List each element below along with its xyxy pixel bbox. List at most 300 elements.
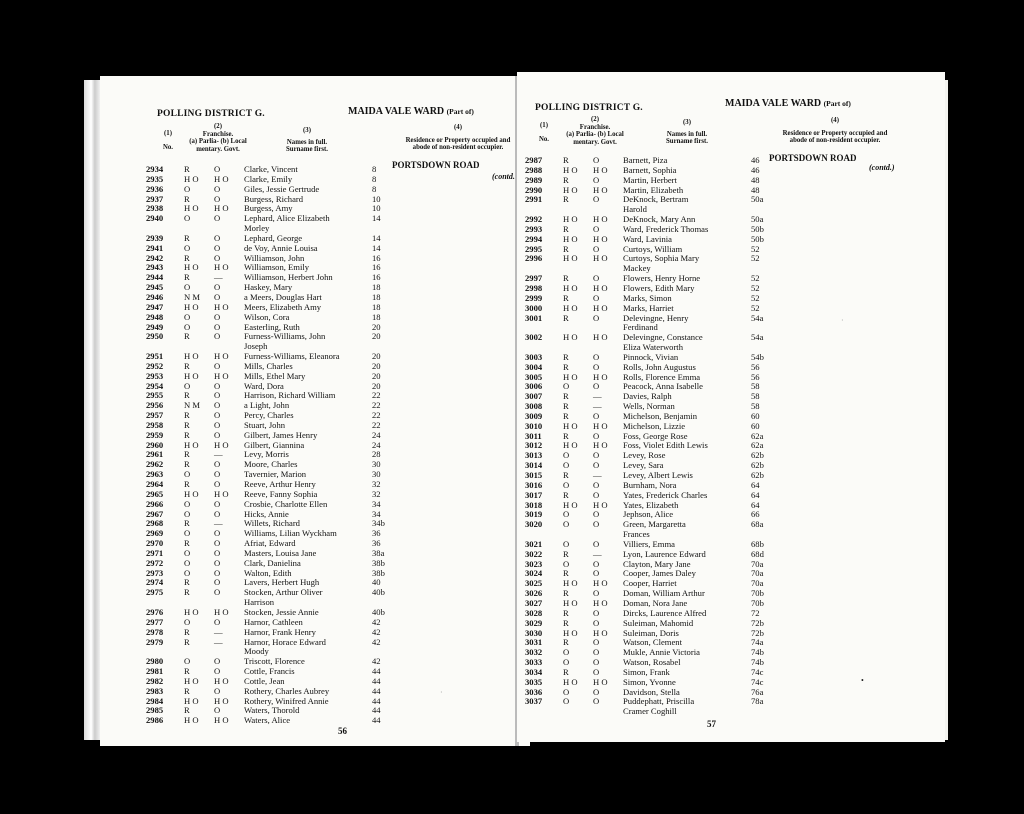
elector-name: Waters, Thorold xyxy=(244,705,300,716)
franchise-local: O xyxy=(593,312,600,323)
elector-number: 2941 xyxy=(146,242,164,253)
franchise-parliamentary: O xyxy=(184,547,191,558)
franchise-local: O xyxy=(214,252,221,263)
elector-name: Foss, Violet Edith Lewis xyxy=(623,440,708,451)
house-number: 18 xyxy=(372,301,381,312)
franchise-local: O xyxy=(214,419,221,430)
house-number: 74c xyxy=(751,676,764,687)
franchise-local: O xyxy=(214,321,221,332)
franchise-parliamentary: H O xyxy=(563,282,578,293)
elector-name: Lyon, Laurence Edward xyxy=(623,548,706,559)
elector-name: Mukle, Annie Victoria xyxy=(623,647,700,658)
franchise-parliamentary: R xyxy=(184,390,190,401)
franchise-local: O xyxy=(214,666,221,677)
house-number: 16 xyxy=(372,262,381,273)
elector-number: 2972 xyxy=(146,557,164,568)
house-number: 52 xyxy=(751,292,760,303)
house-number: 50a xyxy=(751,194,764,205)
franchise-parliamentary: R xyxy=(184,360,190,371)
elector-name: Rolls, Florence Emma xyxy=(623,371,701,382)
house-number: 58 xyxy=(751,381,760,392)
franchise-local: H O xyxy=(593,214,608,225)
elector-name: Crosbie, Charlotte Ellen xyxy=(244,498,328,509)
polling-district-heading: POLLING DISTRICT G. xyxy=(535,103,643,113)
elector-name: Lephard, George xyxy=(244,232,303,243)
elector-name: Burgess, Richard xyxy=(244,193,304,204)
col3-header: (3) Names in full. Surname first. xyxy=(286,127,328,153)
franchise-parliamentary: H O xyxy=(184,695,199,706)
elector-number: 2948 xyxy=(146,311,164,322)
elector-name: Suleiman, Mahomid xyxy=(623,617,694,628)
elector-number: 2960 xyxy=(146,439,164,450)
franchise-local: O xyxy=(593,479,600,490)
house-number: 56 xyxy=(751,371,760,382)
franchise-local: O xyxy=(593,568,600,579)
elector-number: 3008 xyxy=(525,401,543,412)
elector-name: Willets, Richard xyxy=(244,518,300,529)
franchise-local: H O xyxy=(593,440,608,451)
elector-number: 3007 xyxy=(525,391,543,402)
house-number: 20 xyxy=(372,321,381,332)
elector-number: 2975 xyxy=(146,587,164,598)
elector-name: Martin, Herbert xyxy=(623,174,677,185)
franchise-parliamentary: H O xyxy=(184,488,199,499)
elector-name: Moody xyxy=(244,646,269,657)
house-number: 48 xyxy=(751,184,760,195)
elector-number: 2950 xyxy=(146,331,164,342)
page-number: 56 xyxy=(338,726,347,736)
house-number: 24 xyxy=(372,439,381,450)
house-number: 10 xyxy=(372,193,381,204)
franchise-local: O xyxy=(593,273,600,284)
house-number: 20 xyxy=(372,380,381,391)
house-number: 20 xyxy=(372,331,381,342)
elector-name: Mills, Ethel Mary xyxy=(244,370,306,381)
house-number: 34b xyxy=(372,518,385,529)
franchise-parliamentary: H O xyxy=(563,597,578,608)
franchise-parliamentary: R xyxy=(563,489,569,500)
franchise-parliamentary: H O xyxy=(563,627,578,638)
elector-number: 3025 xyxy=(525,578,543,589)
franchise-parliamentary: R xyxy=(184,518,190,529)
franchise-parliamentary: R xyxy=(563,312,569,323)
house-number: 52 xyxy=(751,302,760,313)
house-number: 68d xyxy=(751,548,764,559)
house-number: 40b xyxy=(372,606,385,617)
house-number: 36 xyxy=(372,528,381,539)
elector-name: Walton, Edith xyxy=(244,567,292,578)
elector-name: DeKnock, Mary Ann xyxy=(623,214,696,225)
elector-number: 3018 xyxy=(525,499,543,510)
franchise-parliamentary: H O xyxy=(563,440,578,451)
house-number: 52 xyxy=(751,243,760,254)
elector-name: Easterling, Ruth xyxy=(244,321,300,332)
house-number: 22 xyxy=(372,419,381,430)
franchise-parliamentary: H O xyxy=(563,676,578,687)
house-number: 40 xyxy=(372,577,381,588)
house-number: 14 xyxy=(372,232,381,243)
elector-name: Levy, Morris xyxy=(244,449,289,460)
franchise-parliamentary: O xyxy=(184,469,191,480)
franchise-local: H O xyxy=(593,371,608,382)
franchise-local: O xyxy=(214,587,221,598)
franchise-parliamentary: H O xyxy=(563,499,578,510)
table-row xyxy=(146,332,396,342)
franchise-local: H O xyxy=(593,253,608,264)
elector-name: Yates, Frederick Charles xyxy=(623,489,708,500)
elector-name: Marks, Simon xyxy=(623,292,672,303)
house-number: 52 xyxy=(751,273,760,284)
franchise-local: H O xyxy=(593,578,608,589)
elector-number: 3009 xyxy=(525,410,543,421)
elector-name: Doman, William Arthur xyxy=(623,588,705,599)
elector-name: Yates, Elizabeth xyxy=(623,499,679,510)
franchise-parliamentary: R xyxy=(563,410,569,421)
faint-mark: · xyxy=(841,316,844,325)
continued-label: (contd. xyxy=(492,172,515,181)
house-number: 44 xyxy=(372,685,381,696)
elector-number: 3015 xyxy=(525,470,543,480)
franchise-parliamentary: O xyxy=(184,616,191,627)
franchise-local: O xyxy=(593,607,600,618)
elector-name: Puddephatt, Priscilla xyxy=(623,696,695,707)
house-number: 20 xyxy=(372,370,381,381)
elector-number: 3034 xyxy=(525,666,543,677)
house-number: 64 xyxy=(751,489,760,500)
elector-name: Eliza Waterworth xyxy=(623,342,683,353)
franchise-parliamentary: O xyxy=(184,508,191,519)
franchise-local: O xyxy=(593,509,600,520)
elector-name: Tavernier, Marion xyxy=(244,469,307,480)
elector-name: Foss, George Rose xyxy=(623,430,688,441)
franchise-local: O xyxy=(593,351,600,362)
elector-name: Michelson, Benjamin xyxy=(623,410,697,421)
elector-name: Harrison xyxy=(244,597,275,608)
house-number: 64 xyxy=(751,479,760,490)
house-number: 46 xyxy=(751,155,760,165)
franchise-local: H O xyxy=(214,301,229,312)
elector-name: Levey, Albert Lewis xyxy=(623,470,693,480)
house-number: 56 xyxy=(751,361,760,372)
franchise-local: — xyxy=(593,391,602,402)
elector-name: Mackey xyxy=(623,263,651,274)
franchise-local: H O xyxy=(214,695,229,706)
house-number: 42 xyxy=(372,626,381,637)
elector-number: 2979 xyxy=(146,636,164,647)
house-number: 18 xyxy=(372,311,381,322)
franchise-parliamentary: O xyxy=(563,460,570,471)
house-number: 42 xyxy=(372,636,381,647)
franchise-local: O xyxy=(593,666,600,677)
table-row xyxy=(146,638,396,648)
elector-number: 2958 xyxy=(146,419,164,430)
franchise-parliamentary: R xyxy=(184,164,190,174)
house-number: 58 xyxy=(751,391,760,402)
elector-name: Simon, Yvonne xyxy=(623,676,676,687)
elector-number: 2993 xyxy=(525,223,543,234)
franchise-local: O xyxy=(593,410,600,421)
elector-number: 2998 xyxy=(525,282,543,293)
franchise-local: O xyxy=(214,616,221,627)
franchise-local: H O xyxy=(593,627,608,638)
franchise-local: H O xyxy=(214,606,229,617)
elector-number: 2939 xyxy=(146,232,164,243)
elector-name: Percy, Charles xyxy=(244,410,294,421)
elector-name: de Voy, Annie Louisa xyxy=(244,242,318,253)
street-name: PORTSDOWN ROAD xyxy=(769,153,857,163)
elector-name: Cooper, Harriet xyxy=(623,578,677,589)
franchise-parliamentary: R xyxy=(184,331,190,342)
franchise-parliamentary: O xyxy=(184,656,191,667)
franchise-parliamentary: R xyxy=(184,429,190,440)
elector-number: 2945 xyxy=(146,282,164,293)
franchise-parliamentary: O xyxy=(563,657,570,668)
franchise-local: O xyxy=(214,557,221,568)
elector-number: 2978 xyxy=(146,626,164,637)
elector-number: 2987 xyxy=(525,155,543,165)
franchise-parliamentary: H O xyxy=(563,371,578,382)
house-number: 60 xyxy=(751,420,760,431)
elector-name: Watson, Rosabel xyxy=(623,657,681,668)
franchise-local: O xyxy=(214,400,221,411)
elector-number: 2984 xyxy=(146,695,164,706)
franchise-parliamentary: R xyxy=(563,401,569,412)
elector-name: Burnham, Nora xyxy=(623,479,677,490)
elector-number: 2963 xyxy=(146,469,164,480)
house-number: 44 xyxy=(372,695,381,706)
franchise-local: — xyxy=(214,626,223,637)
franchise-parliamentary: H O xyxy=(563,578,578,589)
elector-number: 2938 xyxy=(146,203,164,214)
elector-number: 2969 xyxy=(146,528,164,539)
elector-number: 2999 xyxy=(525,292,543,303)
elector-name: Ward, Lavinia xyxy=(623,233,672,244)
franchise-parliamentary: R xyxy=(184,666,190,677)
col4-header: (4) Residence or Property occupied and abode of non-resident occupier. xyxy=(405,124,511,151)
franchise-local: O xyxy=(214,331,221,342)
franchise-local: H O xyxy=(593,282,608,293)
elector-name: Flowers, Edith Mary xyxy=(623,282,695,293)
continued-label: (contd.) xyxy=(869,163,895,172)
elector-number: 2936 xyxy=(146,183,164,194)
franchise-parliamentary: O xyxy=(184,183,191,194)
franchise-local: H O xyxy=(214,262,229,273)
franchise-parliamentary: R xyxy=(563,666,569,677)
elector-name: Ward, Dora xyxy=(244,380,284,391)
elector-name: Furness-Williams, Eleanora xyxy=(244,351,340,362)
elector-name: Delevingne, Constance xyxy=(623,332,703,343)
house-number: 78a xyxy=(751,696,764,707)
elector-name: Masters, Louisa Jane xyxy=(244,547,317,558)
house-number: 38b xyxy=(372,557,385,568)
house-number: 70b xyxy=(751,597,764,608)
house-number: 8 xyxy=(372,183,377,194)
franchise-parliamentary: H O xyxy=(184,301,199,312)
elector-number: 2964 xyxy=(146,479,164,489)
house-number: 62a xyxy=(751,430,764,441)
elector-number: 3020 xyxy=(525,519,543,530)
franchise-parliamentary: H O xyxy=(184,173,199,184)
house-number: 30 xyxy=(372,469,381,480)
elector-number: 3000 xyxy=(525,302,543,313)
franchise-local: H O xyxy=(593,597,608,608)
elector-name: Green, Margaretta xyxy=(623,519,686,530)
elector-name: Williams, Lilian Wyckham xyxy=(244,528,337,539)
franchise-local: O xyxy=(214,193,221,204)
elector-name: Stocken, Arthur Oliver xyxy=(244,587,323,598)
house-number: 22 xyxy=(372,390,381,401)
house-number: 46 xyxy=(751,164,760,175)
elector-number: 3012 xyxy=(525,440,543,451)
franchise-local: — xyxy=(214,449,223,460)
elector-number: 2996 xyxy=(525,253,543,264)
house-number: 44 xyxy=(372,675,381,686)
franchise-parliamentary: R xyxy=(563,588,569,599)
house-number: 50b xyxy=(751,233,764,244)
franchise-local: O xyxy=(214,528,221,539)
franchise-local: O xyxy=(214,242,221,253)
franchise-parliamentary: O xyxy=(184,282,191,293)
elector-number: 2947 xyxy=(146,301,164,312)
house-number: 14 xyxy=(372,242,381,253)
house-number: 76a xyxy=(751,686,764,697)
house-number: 74b xyxy=(751,647,764,658)
house-number: 60 xyxy=(751,410,760,421)
elector-number: 3028 xyxy=(525,607,543,618)
table-row xyxy=(525,707,775,717)
franchise-parliamentary: R xyxy=(184,626,190,637)
franchise-parliamentary: H O xyxy=(184,675,199,686)
franchise-local: H O xyxy=(593,184,608,195)
franchise-local: H O xyxy=(214,439,229,450)
franchise-parliamentary: R xyxy=(184,272,190,283)
franchise-parliamentary: H O xyxy=(563,420,578,431)
elector-number: 3029 xyxy=(525,617,543,628)
elector-number: 2988 xyxy=(525,164,543,175)
house-number: 34 xyxy=(372,508,381,519)
elector-number: 2985 xyxy=(146,705,164,716)
elector-name: Flowers, Henry Horne xyxy=(623,273,701,284)
elector-number: 3030 xyxy=(525,627,543,638)
franchise-parliamentary: H O xyxy=(184,203,199,214)
elector-number: 3011 xyxy=(525,430,542,441)
franchise-local: H O xyxy=(214,370,229,381)
franchise-parliamentary: O xyxy=(563,558,570,569)
elector-name: Moore, Charles xyxy=(244,459,298,470)
house-number: 14 xyxy=(372,213,381,224)
street-name: PORTSDOWN ROAD xyxy=(392,160,480,170)
franchise-local: O xyxy=(593,194,600,205)
franchise-local: H O xyxy=(593,420,608,431)
elector-name: Ward, Frederick Thomas xyxy=(623,223,709,234)
elector-number: 3010 xyxy=(525,420,543,431)
house-number: 8 xyxy=(372,164,377,174)
elector-name: Williamson, Herbert John xyxy=(244,272,333,283)
franchise-local: O xyxy=(593,292,600,303)
franchise-local: H O xyxy=(593,233,608,244)
elector-name: Cottle, Francis xyxy=(244,666,295,677)
franchise-parliamentary: R xyxy=(563,292,569,303)
franchise-local: H O xyxy=(593,302,608,313)
page-number: 57 xyxy=(707,719,716,729)
franchise-parliamentary: H O xyxy=(184,351,199,362)
elector-name: Mills, Charles xyxy=(244,360,293,371)
house-number: 22 xyxy=(372,410,381,421)
house-number: 70a xyxy=(751,568,764,579)
elector-number: 2937 xyxy=(146,193,164,204)
elector-number: 2952 xyxy=(146,360,164,371)
ward-heading xyxy=(348,106,474,117)
elector-name: Watson, Clement xyxy=(623,637,682,648)
house-number: 34 xyxy=(372,498,381,509)
franchise-local: O xyxy=(214,459,221,470)
elector-name: Wilson, Cora xyxy=(244,311,290,322)
franchise-parliamentary: R xyxy=(563,470,569,480)
house-number: 48 xyxy=(751,174,760,185)
elector-number: 2974 xyxy=(146,577,164,588)
house-number: 42 xyxy=(372,616,381,627)
franchise-parliamentary: R xyxy=(563,568,569,579)
col4-header: (4) Residence or Property occupied and abode of non-resident occupier. xyxy=(782,117,888,144)
elector-number: 2956 xyxy=(146,400,164,411)
elector-name: DeKnock, Bertram xyxy=(623,194,689,205)
elector-name: Doman, Nora Jane xyxy=(623,597,688,608)
franchise-local: O xyxy=(593,450,600,461)
elector-name: Levey, Rose xyxy=(623,450,666,461)
elector-name: Curtoys, Sophia Mary xyxy=(623,253,700,264)
franchise-local: O xyxy=(214,232,221,243)
elector-name: Joseph xyxy=(244,341,268,352)
elector-number: 3001 xyxy=(525,312,543,323)
elector-name: Williamson, John xyxy=(244,252,305,263)
house-number: 62a xyxy=(751,440,764,451)
franchise-parliamentary: N M xyxy=(184,400,200,411)
franchise-parliamentary: H O xyxy=(184,606,199,617)
elector-number: 3002 xyxy=(525,332,543,343)
elector-number: 2935 xyxy=(146,173,164,184)
elector-number: 3004 xyxy=(525,361,543,372)
franchise-parliamentary: R xyxy=(563,617,569,628)
house-number: 72b xyxy=(751,617,764,628)
elector-number: 2973 xyxy=(146,567,164,578)
franchise-parliamentary: H O xyxy=(184,715,199,726)
house-number: 70a xyxy=(751,578,764,589)
franchise-parliamentary: O xyxy=(563,519,570,530)
franchise-local: O xyxy=(593,430,600,441)
elector-name: Harnor, Horace Edward xyxy=(244,636,326,647)
franchise-local: O xyxy=(214,577,221,588)
elector-name: Cottle, Jean xyxy=(244,675,285,686)
house-number: 18 xyxy=(372,291,381,302)
elector-name: Meers, Elizabeth Amy xyxy=(244,301,322,312)
franchise-parliamentary: R xyxy=(184,193,190,204)
elector-name: Harnor, Cathleen xyxy=(244,616,303,627)
elector-number: 2954 xyxy=(146,380,164,391)
table-row xyxy=(525,195,775,205)
elector-name: Afriat, Edward xyxy=(244,538,296,549)
franchise-parliamentary: R xyxy=(184,705,190,716)
franchise-parliamentary: R xyxy=(184,587,190,598)
franchise-parliamentary: H O xyxy=(563,233,578,244)
elector-number: 2961 xyxy=(146,449,164,460)
house-number: 32 xyxy=(372,479,381,489)
franchise-parliamentary: R xyxy=(563,361,569,372)
house-number: 54a xyxy=(751,312,764,323)
elector-number: 2966 xyxy=(146,498,164,509)
franchise-local: O xyxy=(214,705,221,716)
elector-name: Stocken, Jessie Annie xyxy=(244,606,319,617)
franchise-parliamentary: R xyxy=(184,419,190,430)
